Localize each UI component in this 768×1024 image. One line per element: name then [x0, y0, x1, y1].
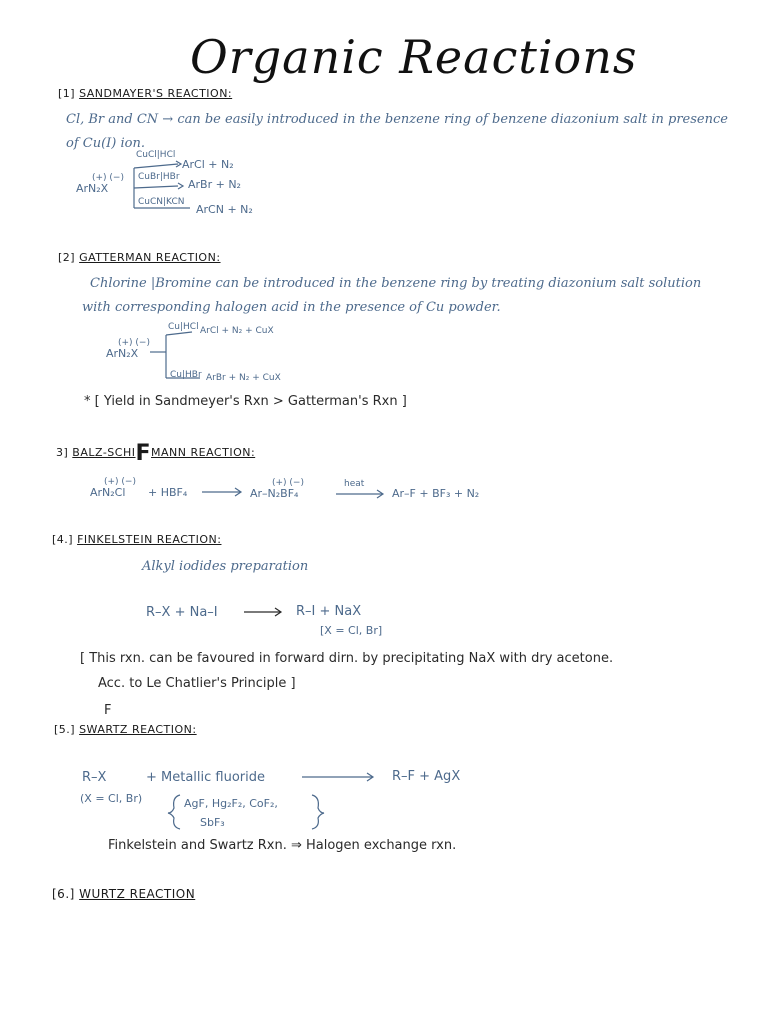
section-2-number: [2] [58, 251, 76, 264]
section-1-product-1: ArCl + N₂ [182, 158, 234, 171]
section-1-product-2: ArBr + N₂ [188, 178, 241, 191]
section-4-note-line2: Acc. to Le Chatlier's Principle ] [98, 676, 296, 691]
section-5-reactant: R–X [82, 770, 107, 785]
section-3-charges-1: (+) (−) [104, 477, 136, 487]
section-5-heading-mark: F [104, 703, 112, 718]
section-1-reagent-3: CuCN|KCN [138, 197, 185, 207]
section-4-number: [4.] [52, 533, 74, 546]
section-2-note: * [ Yield in Sandmeyer's Rxn > Gatterman's Rxn ] [84, 394, 407, 409]
section-2-reagent-2: Cu|HBr [170, 370, 202, 380]
finkelstein-arrow [244, 608, 281, 616]
section-3-intermediate: Ar–N₂BF₄ [250, 487, 299, 500]
section-4-heading: INKELSTEIN REACTION: [83, 533, 222, 546]
section-3-heading-part1: BALZ-SCHI [72, 446, 136, 459]
section-4-equation-right: R–I + NaX [296, 604, 362, 619]
section-4-heading-mark: F [77, 533, 84, 546]
section-3-header [56, 441, 255, 466]
section-5-heading: SWARTZ REACTION: [79, 723, 197, 736]
section-5-fluorides-line1: AgF, Hg₂F₂, CoF₂, [184, 797, 278, 810]
section-1-text-line2: of Cu(I) ion. [66, 136, 145, 151]
section-1-heading: SANDMAYER'S REACTION: [79, 87, 233, 100]
section-1-header [58, 87, 232, 100]
section-2-product-1: ArCl + N₂ + CuX [200, 326, 274, 336]
section-2-product-2: ArBr + N₂ + CuX [206, 373, 281, 383]
section-3-reactant: ArN₂Cl [90, 486, 126, 499]
section-2-reactant-charges: (+) (−) [118, 338, 150, 348]
section-6-heading: WURTZ REACTION [79, 887, 196, 901]
section-5-header [54, 723, 197, 736]
section-3-heading-mark: F [135, 441, 152, 466]
section-6-header [52, 887, 195, 901]
section-1-product-3: ArCN + N₂ [196, 203, 253, 216]
section-4-equation-left: R–X + Na–I [146, 605, 218, 620]
section-4-condition: [X = Cl, Br] [320, 624, 383, 637]
section-3-charges-2: (+) (−) [272, 478, 304, 488]
section-3-products: Ar–F + BF₃ + N₂ [392, 487, 480, 500]
section-5-product: R–F + AgX [392, 769, 461, 784]
page-title: Organic Reactions [190, 30, 638, 84]
section-3-heading-part2: MANN REACTION: [151, 446, 256, 459]
section-1-reactant-charges: (+) (−) [92, 173, 124, 183]
section-6-number: [6.] [52, 887, 75, 901]
section-1-text-line1: Cl, Br and CN → can be easily introduced in the benzene ring of benzene diazonium salt in presence [66, 112, 728, 127]
section-2-reagent-1: Cu|HCl [168, 322, 199, 332]
section-2-reactant: ArN₂X [106, 347, 139, 360]
section-2-heading: GATTERMAN REACTION: [79, 251, 221, 264]
section-5-fluorides-line2: SbF₃ [200, 816, 225, 829]
section-5-number: [5.] [54, 723, 76, 736]
section-4-header [52, 533, 221, 546]
section-1-reagent-2: CuBr|HBr [138, 172, 180, 182]
section-1-reactant: ArN₂X [76, 182, 109, 195]
section-3-number: 3] [56, 446, 69, 459]
section-2-header [58, 251, 221, 264]
section-1-reagent-1: CuCl|HCl [136, 150, 176, 160]
section-4-note-line1: [ This rxn. can be favoured in forward dirn. by precipitating NaX with dry acetone. [80, 651, 614, 666]
section-5-summary: Finkelstein and Swartz Rxn. ⇒ Halogen exchange rxn. [108, 838, 457, 853]
section-2-text-line2: with corresponding halogen acid in the presence of Cu powder. [82, 300, 501, 315]
section-5-reagent: + Metallic fluoride [146, 770, 266, 785]
section-3-condition: heat [344, 479, 365, 489]
section-3-reagent: + HBF₄ [148, 486, 188, 499]
section-1-number: [1] [58, 87, 76, 100]
section-5-condition: (X = Cl, Br) [80, 792, 143, 805]
section-4-subtitle: Alkyl iodides preparation [142, 559, 309, 574]
section-2-text-line1: Chlorine |Bromine can be introduced in the benzene ring by treating diazonium salt solution [90, 276, 702, 291]
